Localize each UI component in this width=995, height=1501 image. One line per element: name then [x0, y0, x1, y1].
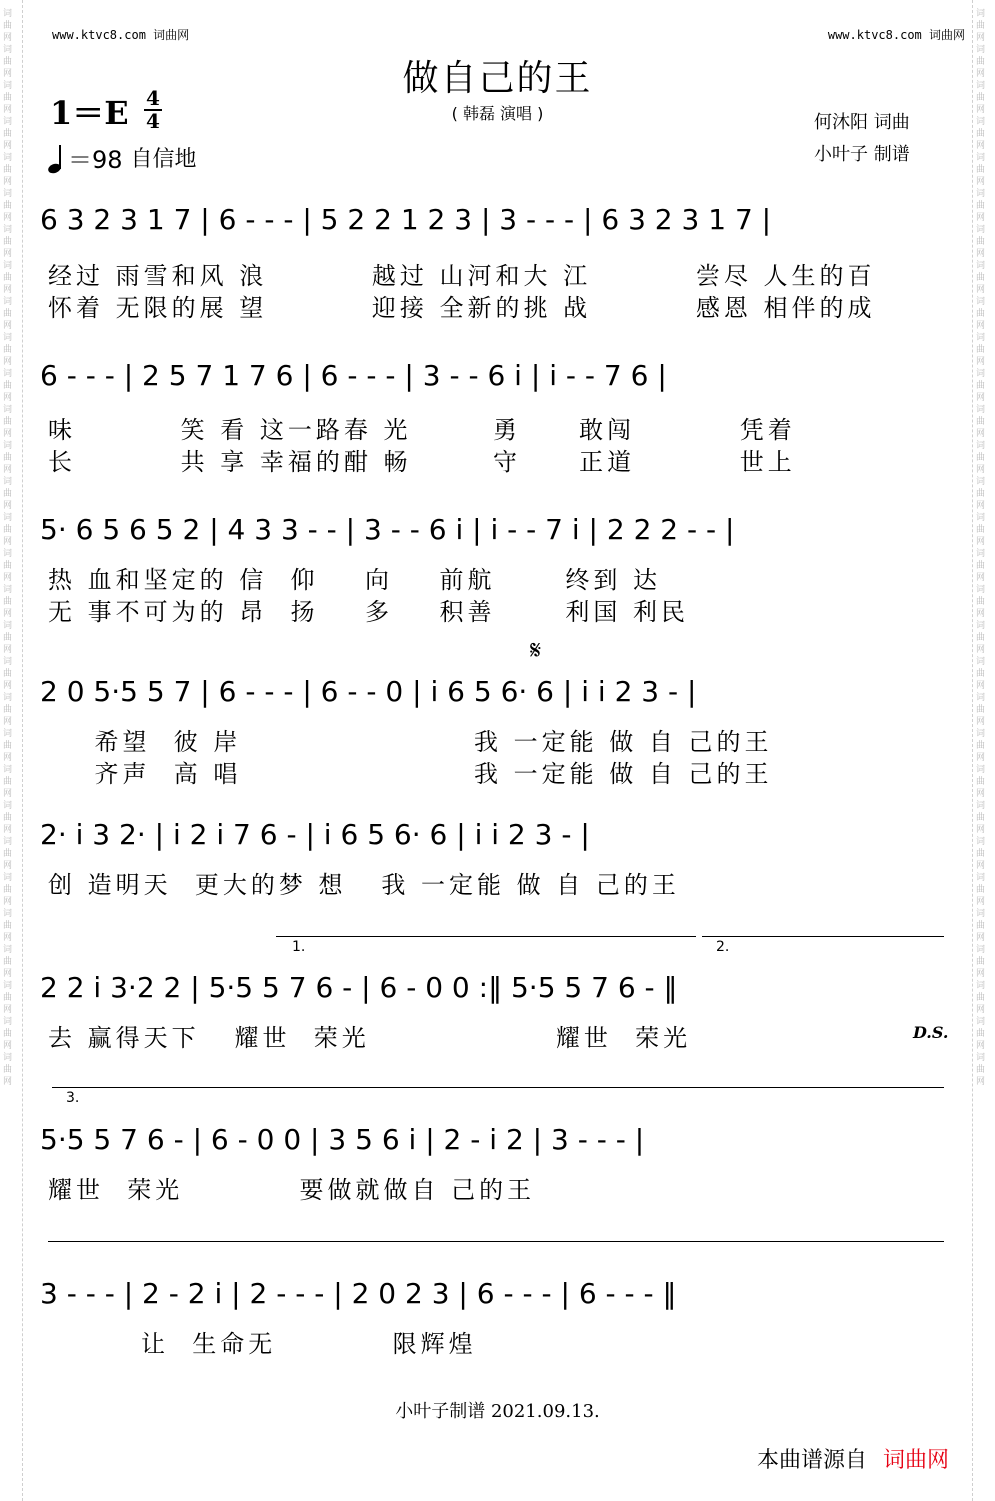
notation-line-7: 5·5 5 7 6 - | 6 - 0 0 | 3 5 6 i | 2 - i 2 | 3 - - - | [40, 1123, 645, 1156]
site-url-right[interactable]: www.ktvc8.com 词曲网 [827, 28, 965, 42]
tempo-value: ＝98 [68, 146, 123, 174]
lyric-line-2b: 长 共 享 幸福的酣 畅 守 正道 世上 [48, 448, 796, 476]
volta-bracket-1 [276, 936, 696, 937]
time-signature-top: 4 [146, 86, 160, 110]
key-signature: 1＝E [50, 94, 129, 132]
credit-arranger: 小叶子 制谱 [814, 144, 910, 165]
notation-line-8: 3 - - - | 2 - 2 i | 2 - - - | 2 0 2 3 | 6 - - - | 6 - - - ‖ [40, 1277, 677, 1310]
lyric-line-6: 去 赢得天下 耀世 荣光 耀世 荣光 [48, 1024, 692, 1052]
credit-lyrics-music: 何沐阳 词曲 [814, 112, 910, 133]
lyric-line-5: 创 造明天 更大的梦 想 我 一定能 做 自 己的王 [48, 871, 680, 899]
lyric-line-1a: 经过 雨雪和风 浪 越过 山河和大 江 尝尽 人生的百 [48, 262, 876, 290]
lyric-line-3a: 热 血和坚定的 信 仰 向 前航 终到 达 [48, 566, 661, 594]
lyric-line-4b: 齐声 高 唱 我 一定能 做 自 己的王 [48, 760, 773, 788]
lyric-line-1b: 怀着 无限的展 望 迎接 全新的挑 战 感恩 相伴的成 [48, 294, 876, 322]
song-title: 做自己的王 [402, 58, 593, 99]
quarter-note-icon [48, 143, 64, 173]
left-watermark-text: 词曲网词曲网词曲网词曲网词曲网词曲网词曲网词曲网词曲网词曲网词曲网词曲网词曲网词曲网词曲网词曲网词曲网词曲网词曲网词曲网词曲网词曲网词曲网词曲网词曲网词曲网词曲网词曲网词曲网词曲网 [3, 9, 13, 1087]
right-watermark-text: 词曲网词曲网词曲网词曲网词曲网词曲网词曲网词曲网词曲网词曲网词曲网词曲网词曲网词曲网词曲网词曲网词曲网词曲网词曲网词曲网词曲网词曲网词曲网词曲网词曲网词曲网词曲网词曲网词曲网词曲网 [976, 9, 986, 1087]
volta-bracket-3 [52, 1087, 944, 1088]
volta-bracket-2 [702, 936, 944, 937]
notation-line-2: 6 - - - | 2 5 7 1 7 6 | 6 - - - | 3 - - 6 i | i - - 7 6 | [40, 359, 667, 392]
left-watermark-strip [0, 0, 23, 1501]
right-watermark-strip [972, 0, 995, 1501]
time-signature-bottom: 4 [146, 109, 160, 133]
notation-line-6: 2 2 i 3·2 2 | 5·5 5 7 6 - | 6 - 0 0 :‖ 5·5 5 7 6 - ‖ [40, 971, 678, 1004]
lyric-line-8: 让 生命无 限辉煌 [48, 1330, 477, 1358]
notation-line-4: 2 0 5·5 5 7 | 6 - - - | 6 - - 0 | i 6 5 6· 6 | i i 2 3 - | [40, 675, 697, 708]
lyric-line-2a: 味 笑 看 这一路春 光 勇 敢闯 凭着 [48, 416, 796, 444]
performer-subtitle: ( 韩磊 演唱 ) [451, 104, 544, 123]
notation-line-3: 5· 6 5 6 5 2 | 4 3 3 - - | 3 - - 6 i | i - - 7 i | 2 2 2 - - | [40, 513, 735, 546]
source-attribution [757, 1443, 949, 1474]
site-url-left[interactable]: www.ktvc8.com 词曲网 [52, 28, 190, 42]
time-signature [142, 88, 164, 132]
lyric-line-7: 耀世 荣光 要做就做自 己的王 [48, 1176, 536, 1204]
arranger-signature: 小叶子制谱 2021.09.13. [395, 1401, 600, 1422]
lyric-line-3b: 无 事不可为的 昂 扬 多 积善 利国 利民 [48, 598, 689, 626]
tempo-marking [48, 140, 197, 175]
volta-label-3: 3. [66, 1090, 80, 1106]
tempo-mood: 自信地 [130, 147, 197, 172]
notation-line-1: 6 3 2 3 1 7 | 6 - - - | 5 2 2 1 2 3 | 3 - - - | 6 3 2 3 1 7 | [40, 203, 772, 236]
lyric-line-4a: 希望 彼 岸 我 一定能 做 自 己的王 [48, 728, 773, 756]
dal-segno-marking: D.S. [913, 1023, 949, 1042]
segno-sign: 𝄋 [530, 636, 542, 666]
notation-line-5: 2· i 3 2· | i 2 i 7 6 - | i 6 5 6· 6 | i i 2 3 - | [40, 818, 590, 851]
volta-label-1: 1. [292, 939, 306, 955]
volta-label-2: 2. [716, 939, 730, 955]
source-brand-link[interactable]: 词曲网 [882, 1448, 949, 1473]
tie-extension-line [48, 1241, 944, 1242]
source-label: 本曲谱源自 [756, 1448, 867, 1473]
